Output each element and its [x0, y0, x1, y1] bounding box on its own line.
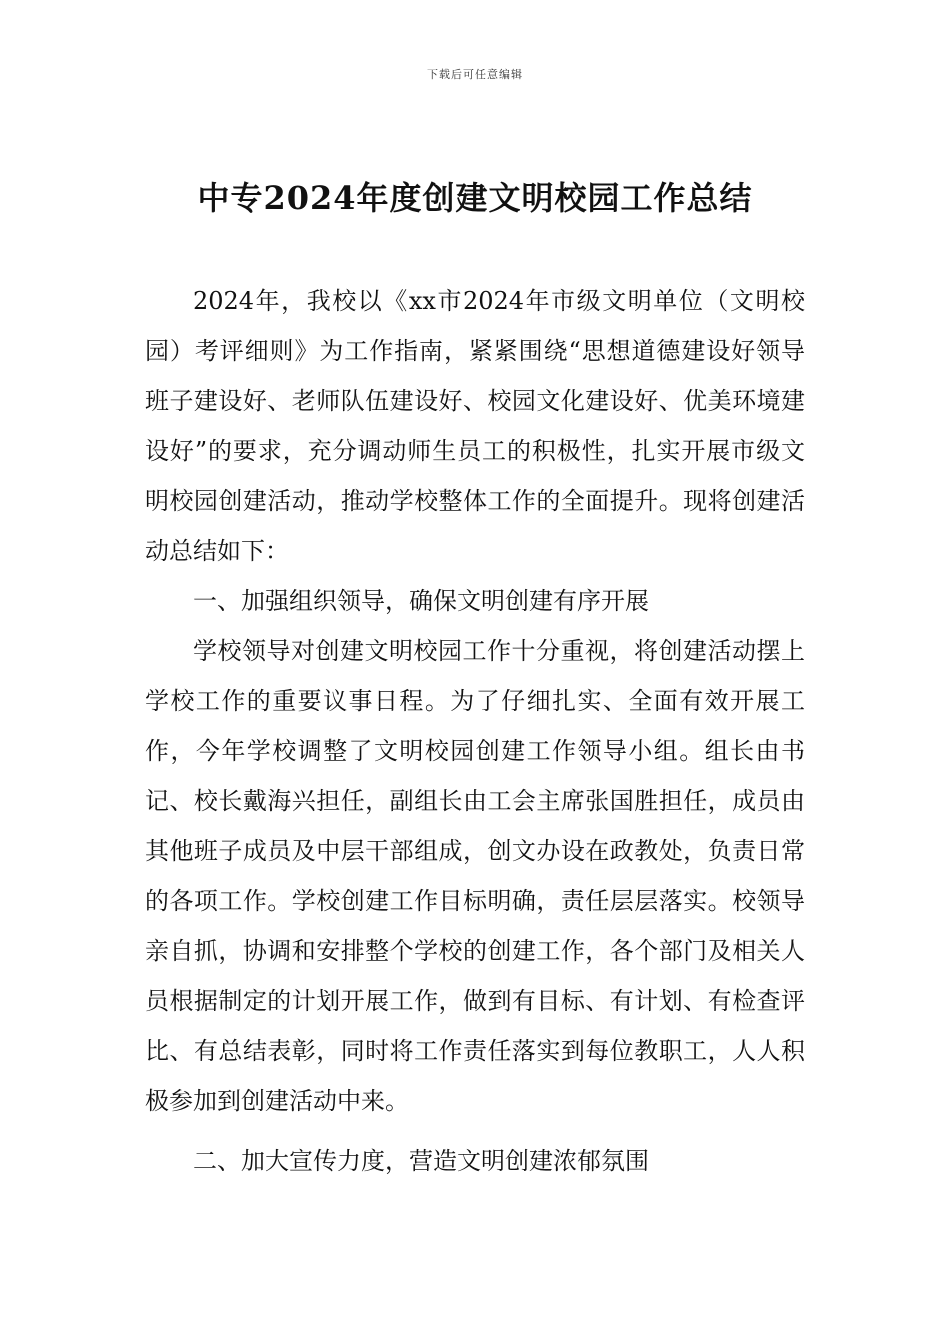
intro-paragraph: 2024年，我校以《xx市2024年市级文明单位（文明校园）考评细则》为工作指南，紧紧围绕“思想道德建设好领导班子建设好、老师队伍建设好、校园文化建设好、优美环境建设好”的要求，充分调动师生员工的积极性，扎实开展市级文明校园创建活动，推动学校整体工作的全面提升。现将创建活动总结如下：: [145, 287, 805, 565]
document-title: 中专2024年度创建文明校园工作总结: [197, 179, 753, 217]
section-1-paragraph: 学校领导对创建文明校园工作十分重视，将创建活动摆上学校工作的重要议事日程。为了仔细扎实、全面有效开展工作，今年学校调整了文明校园创建工作领导小组。组长由书记、校长戴海兴担任，副组长由工会主席张国胜担任，成员由其他班子成员及中层干部组成，创文办设在政教处，负责日常的各项工作。学校创建工作目标明确，责任层层落实。校领导亲自抓，协调和安排整个学校的创建工作，各个部门及相关人员根据制定的计划开展工作，做到有目标、有计划、有检查评比、有总结表彰，同时将工作责任落实到每位教职工，人人积极参加到创建活动中来。: [145, 637, 805, 1115]
section-heading-1: 一、加强组织领导，确保文明创建有序开展: [193, 587, 649, 615]
section-heading-2: 二、加大宣传力度，营造文明创建浓郁氛围: [193, 1147, 649, 1175]
document-body: [145, 276, 805, 1186]
header-note: 下载后可任意编辑: [427, 68, 523, 81]
